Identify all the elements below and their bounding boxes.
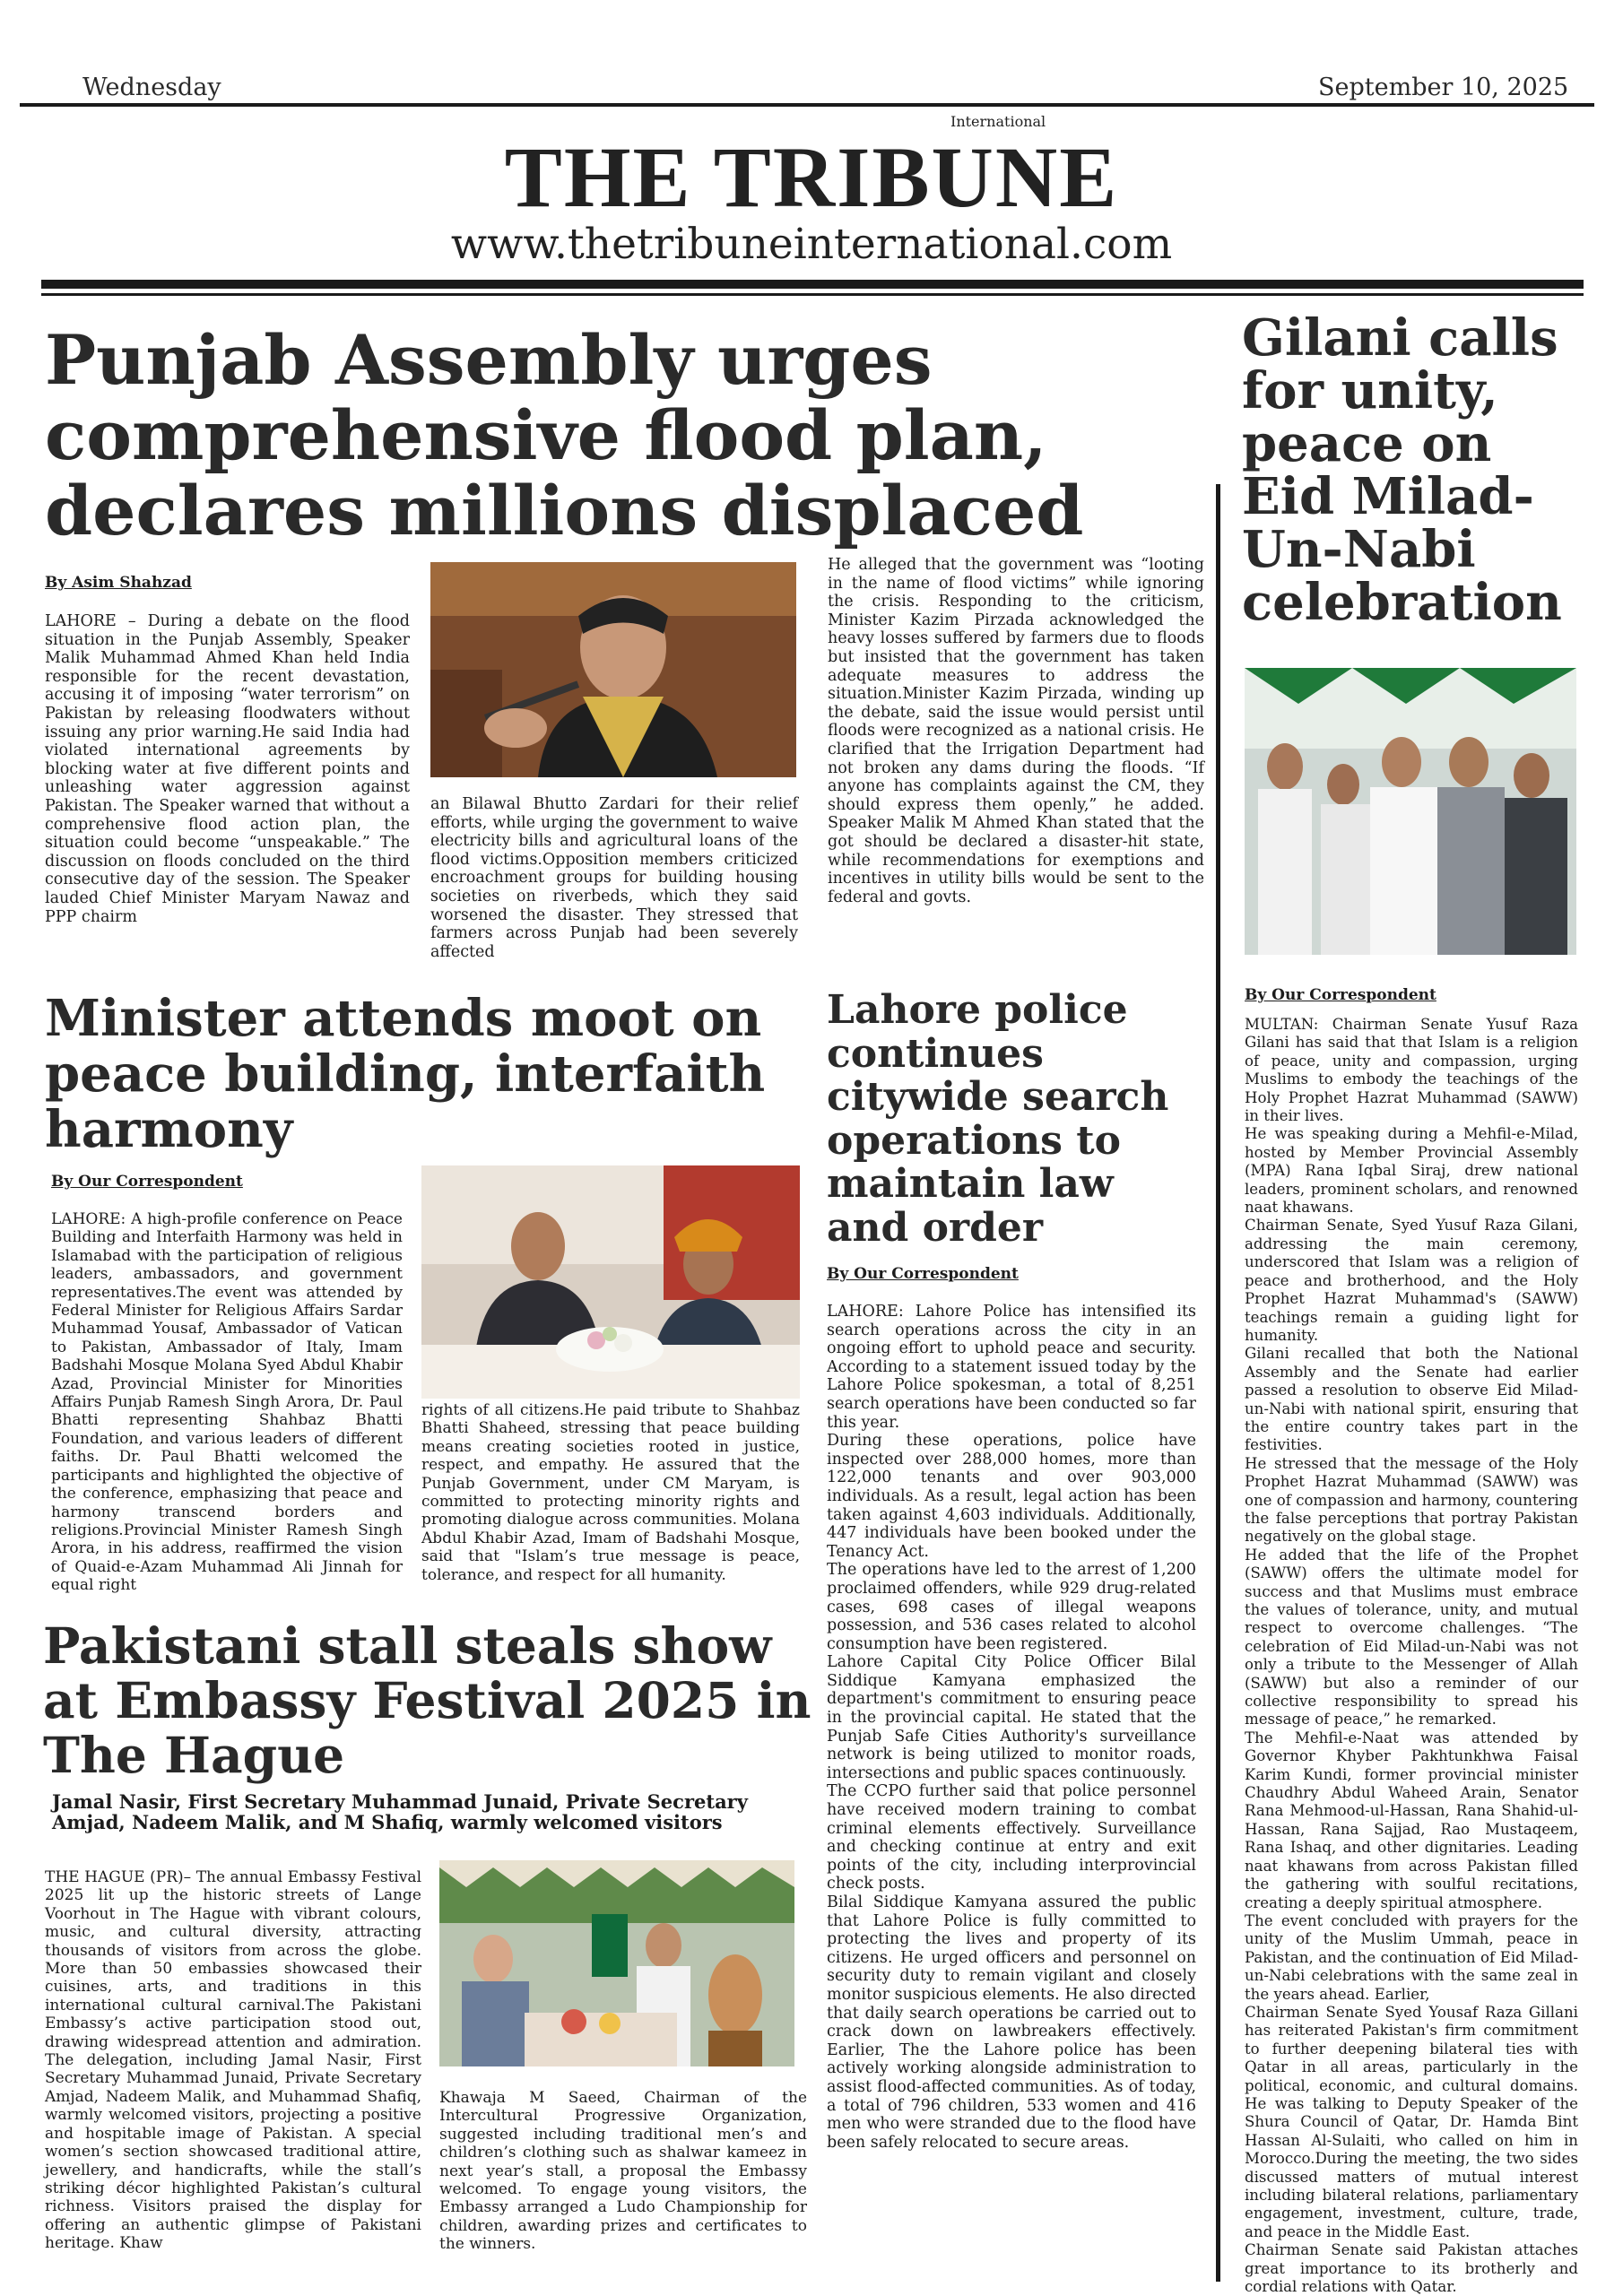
gilani-paragraph: The Mehfil-e-Naat was attended by Governor Khyber Pakhtunkhwa Faisal Karim Kundi, former provincial minister Chaudhry Abdul Waheed Arain, Senator Rana Mehmood-ul-Hassan, Rana Shahid-ul-Hassan, Rana Sajjad, Rao Mustaqeem, Rana Ishaq, and other dignitaries. Leading naat khawans from across Pakistan filled the gathering with soulful recitations, creating a deeply spiritual atmosphere. <box>1245 1728 1578 1911</box>
police-paragraph: Bilal Siddique Kamyana assured the public that Lahore Police is fully committed to protecting the lives and property of its citizens. He urged officers and personnel on security duty to remain vigilant and closely monitor suspicious elements. He also directed that daily search operations be carried out to crack down on lawbreakers effectively. Earlier, The the Lahore police has been actively working alongside administration to assist flood-affected communities. As of today, a total of 796 children, 533 women and 416 men who were stranded due to the flood have been safely relocated to secure areas. <box>827 1893 1196 2152</box>
edition-label: International <box>950 113 1046 130</box>
masthead-day: Wednesday <box>82 74 221 101</box>
interfaith-column-1: LAHORE: A high-profile conference on Peace Building and Interfaith Harmony was held in Islamabad with the participation of religious leaders, ambassadors, and government representatives.The event was attended by Federal Minister for Religious Affairs Sardar Muhammad Yousaf, Ambassador of Vatican to Pakistan, Ambassador of Italy, Imam Badshahi Mosque Molana Syed Abdul Khabir Azad, Provincial Minister for Minorities Affairs Punjab Ramesh Singh Arora, Dr. Paul Bhatti representing Shahbaz Bhatti Foundation, and various leaders of different faiths. Dr. Paul Bhatti welcomed the participants and highlighted the objective of the conference, emphasizing that peace and harmony transcend borders and religions.Provincial Minister Ramesh Singh Arora, in his address, reaffirmed the vision of Quaid-e-Azam Muhammad Ali Jinnah for equal right <box>51 1210 403 1595</box>
hague-festival-photo <box>439 1860 794 2066</box>
gilani-byline: By Our Correspondent <box>1245 986 1436 1004</box>
police-paragraph: LAHORE: Lahore Police has intensified its search operations across the city in an ongoing effort to uphold peace and security. According to a statement issued today by the Lahore Police spokesman, a total of 8,251 search operations have been conducted so far this year. <box>827 1303 1196 1432</box>
police-paragraph: Lahore Capital City Police Officer Bilal Siddique Kamyana emphasized the department's commitment to ensuring peace in the provincial capital. He stated that the Punjab Safe Cities Authority's surveillance network is being utilized to monitor roads, intersections and public spaces continuously. <box>827 1653 1196 1782</box>
gilani-body <box>1245 1016 1578 2296</box>
flood-column-3: He alleged that the government was “looting in the name of flood victims” while ignoring the crisis. Responding to the criticism, Minister Kazim Pirzada acknowledged the heavy losses suffered by farmers due to floods but insisted that the government has taken adequate measures to address the situation.Minister Kazim Pirzada, winding up the debate, said the issue would persist until floods were recognized as a national crisis. He clarified that the Irrigation Department had not broken any dams during the floods. “If anyone has complaints against the CM, they should express them openly,” he added. Speaker Malik M Ahmed Khan stated that the got should be declared a disaster-hit state, while recommendations for exemptions and incentives in utility bills would be sent to the federal and govts. <box>828 556 1204 906</box>
column-divider <box>1216 484 1220 2282</box>
police-paragraph: During these operations, police have inspected over 288,000 homes, more than 122,000 tenants and over 903,000 individuals. As a result, legal action has been taken against 4,603 individuals. Additionally, 447 individuals have been booked under the Tenancy Act. <box>827 1432 1196 1561</box>
gilani-paragraph: Chairman Senate said Pakistan attaches great importance to its brotherly and cordial relations with Qatar. <box>1245 2241 1578 2296</box>
gilani-paragraph: MULTAN: Chairman Senate Yusuf Raza Gilani has said that that Islam is a religion of peace, unity and compassion, urging Muslims to embody the teachings of the Holy Prophet Hazrat Muhammad (SAWW) in their lives. <box>1245 1016 1578 1125</box>
hague-column-1: THE HAGUE (PR)– The annual Embassy Festival 2025 lit up the historic streets of Lange Voorhout in The Hague with vibrant colours, music, and cultural diversity, attracting thousands of visitors from across the globe. More than 50 embassies showcased their cuisines, arts, and traditions in this international cultural carnival.The Pakistani Embassy’s active participation stood out, drawing widespread attention and admiration. The delegation, including Jamal Nasir, First Secretary Muhammad Junaid, Private Secretary Amjad, Nadeem Malik, and Muhammad Shafiq, warmly welcomed visitors, projecting a positive and hospitable image of Pakistan. A special women’s section showcased traditional attire, jewellery, and handicrafts, while the stall’s striking décor highlighted Pakistan’s cultural richness. Visitors praised the display for offering an authentic glimpse of Pakistani heritage. Khaw <box>45 1868 421 2253</box>
flood-speaker-photo <box>430 562 796 777</box>
gilani-paragraph: He stressed that the message of the Holy Prophet Hazrat Muhammad (SAWW) was one of compassion and harmony, countering the false perceptions that portray Pakistan negatively on the global stage. <box>1245 1454 1578 1546</box>
flood-column-2: an Bilawal Bhutto Zardari for their relief efforts, while urging the government to waive electricity bills and agricultural loans of the flood victims.Opposition members criticized encroachment groups for building housing societies on riverbeds, which they said worsened the disaster. They stressed that farmers across Punjab had been severely affected <box>430 795 798 961</box>
interfaith-headline: Minister attends moot on peace building, interfaith harmony <box>45 989 766 1159</box>
police-byline: By Our Correspondent <box>827 1265 1019 1283</box>
masthead-rule-thin <box>41 293 1584 296</box>
masthead-rule-thick <box>41 280 1584 289</box>
gilani-headline: Gilani calls for unity, peace on Eid Milad-Un-Nabi celebration <box>1242 308 1562 632</box>
gilani-paragraph: The event concluded with prayers for the unity of the Muslim Ummah, peace in Pakistan, and the continuation of Eid Milad-un-Nabi celebrations with the same zeal in the years ahead. Earlier, <box>1245 1911 1578 2003</box>
police-body <box>827 1303 1196 2152</box>
gilani-paragraph: Chairman Senate Syed Yousaf Raza Gillani has reiterated Pakistan's firm commitment to further deepening bilateral ties with Qatar in all areas, particularly in the political, economic, and cultural domains. He was talking to Deputy Speaker of the Shura Council of Qatar, Dr. Hamda Bint Hassan Al-Sulaiti, who called on him in Morocco.During the meeting, the two sides discussed matters of mutual interest including bilateral relations, parliamentary engagement, investment, culture, trade, and peace in the Middle East. <box>1245 2003 1578 2240</box>
masthead-top-rule <box>20 103 1594 107</box>
gilani-paragraph: He added that the life of the Prophet (SAWW) offers the ultimate model for success and that Muslims must embrace the values of tolerance, unity, and mutual respect to overcome challenges. “The celebration of Eid Milad-un-Nabi was not only a tribute to the Messenger of Allah (SAWW) but also a reminder of our collective responsibility to spread his message of peace,” he remarked. <box>1245 1546 1578 1728</box>
paper-website: www.thetribuneinternational.com <box>450 220 1173 269</box>
police-paragraph: The operations have led to the arrest of 1,200 proclaimed offenders, while 929 drug-related cases, 698 cases of illegal weapons possession, and 536 cases related to alcohol consumption have been registered. <box>827 1561 1196 1653</box>
gilani-paragraph: Gilani recalled that both the National Assembly and the Senate had earlier passed a resolution to observe Eid Milad-un-Nabi with national spirit, ensuring that the entire country takes part in the festivities. <box>1245 1345 1578 1454</box>
police-headline: Lahore police continues citywide search operations to maintain law and order <box>827 987 1169 1251</box>
interfaith-byline: By Our Correspondent <box>51 1173 243 1191</box>
gilani-event-photo <box>1245 668 1576 955</box>
gilani-paragraph: Chairman Senate, Syed Yusuf Raza Gilani, addressing the main ceremony, underscored that Islam was a religion of peace and brotherhood, and the Holy Prophet Hazrat Muhammad's (SAWW) teachings remain a guiding light for humanity. <box>1245 1217 1578 1344</box>
paper-name: THE TRIBUNE <box>504 129 1119 225</box>
interfaith-conference-photo <box>421 1165 800 1399</box>
hague-column-2: Khawaja M Saeed, Chairman of the Intercultural Progressive Organization, suggested including traditional men’s and children’s clothing such as shalwar kameez in next year’s stall, a proposal the Embassy welcomed. To engage young visitors, the Embassy arranged a Ludo Championship for children, awarding prizes and certificates to the winners. <box>439 2089 807 2254</box>
flood-byline: By Asim Shahzad <box>45 574 192 592</box>
flood-column-1: LAHORE – During a debate on the flood situation in the Punjab Assembly, Speaker Malik Muhammad Ahmed Khan held India responsible for the recent devastation, accusing it of imposing “water terrorism” on Pakistan by releasing floodwaters without issuing any prior warning.He said India had violated international agreements by blocking water at five different points and unleashing water aggression against Pakistan. The Speaker warned that without a comprehensive flood action plan, the situation could become “unspeakable.” The discussion on floods concluded on the third consecutive day of the session. The Speaker lauded Chief Minister Maryam Nawaz and PPP chairm <box>45 612 410 926</box>
police-paragraph: The CCPO further said that police personnel have received modern training to combat criminal elements effectively. Surveillance and checking continue at entry and exit points of the city, including interprovincial check posts. <box>827 1782 1196 1893</box>
masthead-date: September 10, 2025 <box>1318 74 1569 101</box>
flood-headline: Punjab Assembly urges comprehensive flood plan, declares millions displaced <box>45 320 1084 550</box>
hague-headline: Pakistani stall steals show at Embassy Festival 2025 in The Hague <box>43 1616 812 1784</box>
interfaith-column-2: rights of all citizens.He paid tribute to Shahbaz Bhatti Shaheed, stressing that peace building means creating societies rooted in justice, respect, and empathy. He assured that the Punjab Government, under CM Maryam, is committed to protecting minority rights and promoting dialogue across communities. Molana Abdul Khabir Azad, Imam of Badshahi Mosque, said that "Islam’s true message is peace, tolerance, and respect for all humanity. <box>421 1401 800 1584</box>
gilani-paragraph: He was speaking during a Mehfil-e-Milad, hosted by Member Provincial Assembly (MPA) Rana Iqbal Siraj, drew national leaders, prominent scholars, and renowned naat khawans. <box>1245 1125 1578 1217</box>
hague-subhead: Jamal Nasir, First Secretary Muhammad Junaid, Private Secretary Amjad, Nadeem Malik, and M Shafiq, warmly welcomed visitors <box>52 1790 748 1833</box>
